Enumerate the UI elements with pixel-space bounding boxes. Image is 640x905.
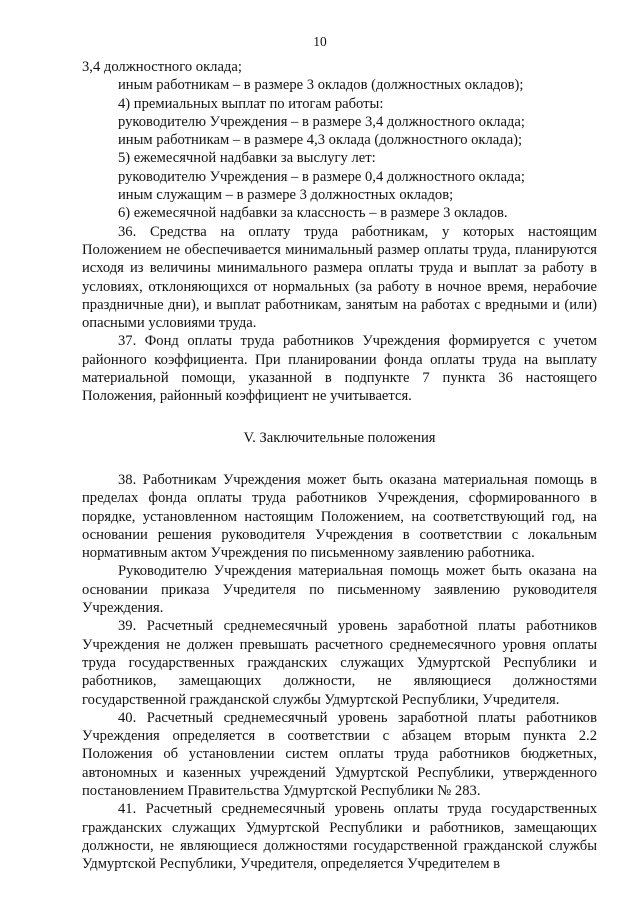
document-body (82, 58, 597, 873)
paragraph: 6) ежемесячной надбавки за классность – в размере 3 окладов. (118, 205, 508, 222)
paragraph: 40. Расчетный среднемесячный уровень заработной платы работников Учреждения определяется в соответствии с абзацем вторым пункта 2.2 Положения об установлении систем оплаты труда работников бюджетных, автономных и казенных учреждений Удмуртской Республики, утвержденного постановлением Правительства Удмуртской Республики № 283. (82, 709, 597, 799)
paragraph: руководителю Учреждения – в размере 0,4 должностного оклада; (118, 168, 525, 185)
paragraph: 37. Фонд оплаты труда работников Учреждения формируется с учетом районного коэффициента. При планировании фонда оплаты труда на выплату материальной помощи, указанной в подпункте 7 пункта 36 настоящего Положения, районный коэффициент не учитывается. (82, 333, 597, 405)
paragraph: 39. Расчетный среднемесячный уровень заработной платы работников Учреждения не должен превышать расчетного среднемесячного уровня оплаты труда государственных гражданских служащих Удмуртской Республики и работников, замещающих должности, не являющиеся должностями государственной гражданской службы Удмуртской Республики, Учредителя. (82, 618, 597, 708)
paragraph: 36. Средства на оплату труда работникам, у которых настоящим Положением не обеспечивается минимальный размер оплаты труда, планируются исходя из величины минимального размера оплаты труда и выплат за работу в условиях, отклоняющихся от нормальных (за работу в ночное время, нерабочие праздничные дни), и выплат работникам, занятым на работах с вредными и (или) опасными условиями труда. (82, 223, 597, 332)
paragraph: 5) ежемесячной надбавки за выслугу лет: (118, 150, 376, 167)
paragraph: 3,4 должностного оклада; (82, 59, 242, 75)
page-number: 10 (313, 34, 327, 49)
paragraph: иным работникам – в размере 3 окладов (должностных окладов); (118, 77, 524, 94)
paragraph: руководителю Учреждения – в размере 3,4 должностного оклада; (118, 113, 525, 130)
paragraph-group-top (82, 58, 597, 406)
paragraph-group-bottom (82, 471, 597, 874)
paragraph: 38. Работникам Учреждения может быть оказана материальная помощь в пределах фонда оплаты труда работников Учреждения, сформированного в порядке, установленном настоящим Положением, на соответствующий год, на основании решения руководителя Учреждения в соответствии с локальным нормативным актом Учреждения по письменному заявлению работника. (82, 471, 597, 562)
paragraph: 41. Расчетный среднемесячный уровень оплаты труда государственных гражданских служащих Удмуртской Республики и работников, замещающих должности, не являющиеся должностями государственной гражданской службы Удмуртской Республики, Учредителя, определяется Учредителем в (82, 801, 597, 873)
paragraph: 4) премиальных выплат по итогам работы: (118, 95, 384, 112)
section-title: V. Заключительные положения (243, 429, 436, 446)
paragraph: иным работникам – в размере 4,3 оклада (должностного оклада); (118, 132, 523, 149)
paragraph: иным служащим – в размере 3 должностных окладов; (118, 187, 454, 204)
paragraph: Руководителю Учреждения материальная помощь может быть оказана на основании приказа Учредителя по письменному заявлению руководителя Учреждения. (82, 563, 597, 617)
